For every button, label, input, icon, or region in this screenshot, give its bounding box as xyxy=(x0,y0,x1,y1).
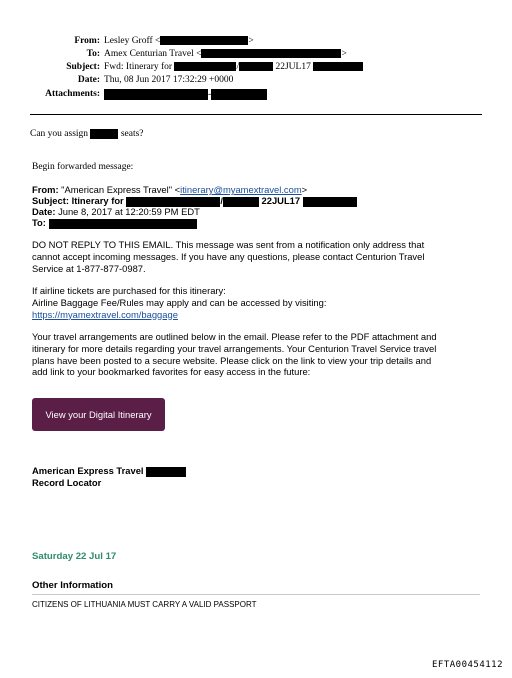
redaction-box xyxy=(313,62,363,71)
day-heading: Saturday 22 Jul 17 xyxy=(32,551,117,562)
paragraph-line: cannot accept incoming messages. If you have any questions, please contact Centurion Travel xyxy=(32,250,425,262)
fwd-date-value: June 8, 2017 at 12:20:59 PM EDT xyxy=(58,206,200,217)
subject-label: Subject: xyxy=(66,62,100,72)
from-close: > xyxy=(248,36,254,46)
redaction-box xyxy=(303,197,357,207)
fwd-from xyxy=(32,184,307,195)
fwd-to xyxy=(32,217,197,229)
date-label: Date: xyxy=(77,75,100,85)
paragraph-line: Service at 1-877-877-0987. xyxy=(32,262,146,274)
redaction-box xyxy=(239,62,273,71)
attachments-sep: - xyxy=(208,89,212,100)
paragraph-line: If airline tickets are purchased for this itinerary: xyxy=(32,285,226,296)
other-information-heading: Other Information xyxy=(32,580,114,591)
subject-value xyxy=(104,62,363,72)
fwd-subject-date: 22JUL17 xyxy=(261,195,301,206)
fwd-from-email-link[interactable]: itinerary@myamextravel.com xyxy=(180,184,302,195)
attachments-value xyxy=(104,89,267,100)
header-divider xyxy=(30,114,482,115)
from-name: Lesley Groff < xyxy=(104,36,161,46)
to-close: > xyxy=(341,49,347,59)
paragraph-line: itinerary for more details regarding your travel arrangements. Your Centurion Travel Service travel xyxy=(32,342,437,354)
message-text: Can you assign xyxy=(30,129,89,140)
paragraph-line: Airline Baggage Fee/Rules may apply and can be accessed by visiting: xyxy=(32,296,327,308)
fwd-from-label: From: xyxy=(32,184,59,195)
message-line xyxy=(30,129,144,139)
attachments-label: Attachments: xyxy=(45,89,100,99)
view-digital-itinerary-button[interactable]: View your Digital Itinerary xyxy=(32,398,165,431)
fwd-subject-label: Subject: xyxy=(32,195,69,206)
redaction-box xyxy=(146,467,186,477)
paragraph-line: DO NOT REPLY TO THIS EMAIL. This message was sent from a notification only address that xyxy=(32,239,425,250)
fwd-from-close: > xyxy=(301,184,308,195)
baggage-link[interactable]: https://myamextravel.com/baggage xyxy=(32,308,178,320)
no-reply-notice xyxy=(32,239,482,274)
to-value xyxy=(104,49,347,59)
record-locator-label: Record Locator xyxy=(32,477,102,488)
redaction-box xyxy=(201,49,341,58)
redaction-box xyxy=(160,36,248,45)
message-text-end: seats? xyxy=(120,129,144,140)
from-value xyxy=(104,36,254,46)
redaction-box xyxy=(174,62,236,71)
paragraph-line: Your travel arrangements are outlined below in the email. Please refer to the PDF attachment and xyxy=(32,331,437,342)
forward-intro: Begin forwarded message: xyxy=(32,162,134,172)
section-divider xyxy=(32,594,480,595)
arrangements-paragraph xyxy=(32,331,482,378)
subject-date: 22JUL17 xyxy=(275,62,311,72)
record-locator-title xyxy=(32,465,186,477)
date-value: Thu, 08 Jun 2017 17:32:29 +0000 xyxy=(104,75,234,85)
baggage-notice xyxy=(32,285,482,320)
redaction-box xyxy=(104,89,208,100)
redaction-box xyxy=(90,129,118,139)
subject-text: Fwd: Itinerary for xyxy=(104,62,173,72)
record-line-1: American Express Travel xyxy=(32,465,144,476)
from-label: From: xyxy=(74,36,100,46)
to-label: To: xyxy=(86,49,100,59)
paragraph-line: add link to your bookmarked favorites for easy access in the future: xyxy=(32,366,311,378)
fwd-to-label: To: xyxy=(32,217,46,228)
fwd-date xyxy=(32,206,200,217)
subject-sep: / xyxy=(236,62,240,72)
redaction-box xyxy=(49,219,197,229)
fwd-subject-text: Itinerary for xyxy=(71,195,124,206)
document-id: EFTA00454112 xyxy=(432,660,504,670)
fwd-subject-sep: / xyxy=(220,195,223,206)
fwd-from-name: "American Express Travel" < xyxy=(61,184,181,195)
other-information-text: CITIZENS OF LITHUANIA MUST CARRY A VALID PASSPORT xyxy=(32,600,257,609)
paragraph-line: plans have been posted to a secure website. Please click on the link to view your trip details and xyxy=(32,354,432,366)
redaction-box xyxy=(223,197,259,207)
fwd-subject xyxy=(32,195,357,207)
to-name: Amex Centurian Travel < xyxy=(104,49,202,59)
redaction-box xyxy=(211,89,267,100)
fwd-date-label: Date: xyxy=(32,206,56,217)
